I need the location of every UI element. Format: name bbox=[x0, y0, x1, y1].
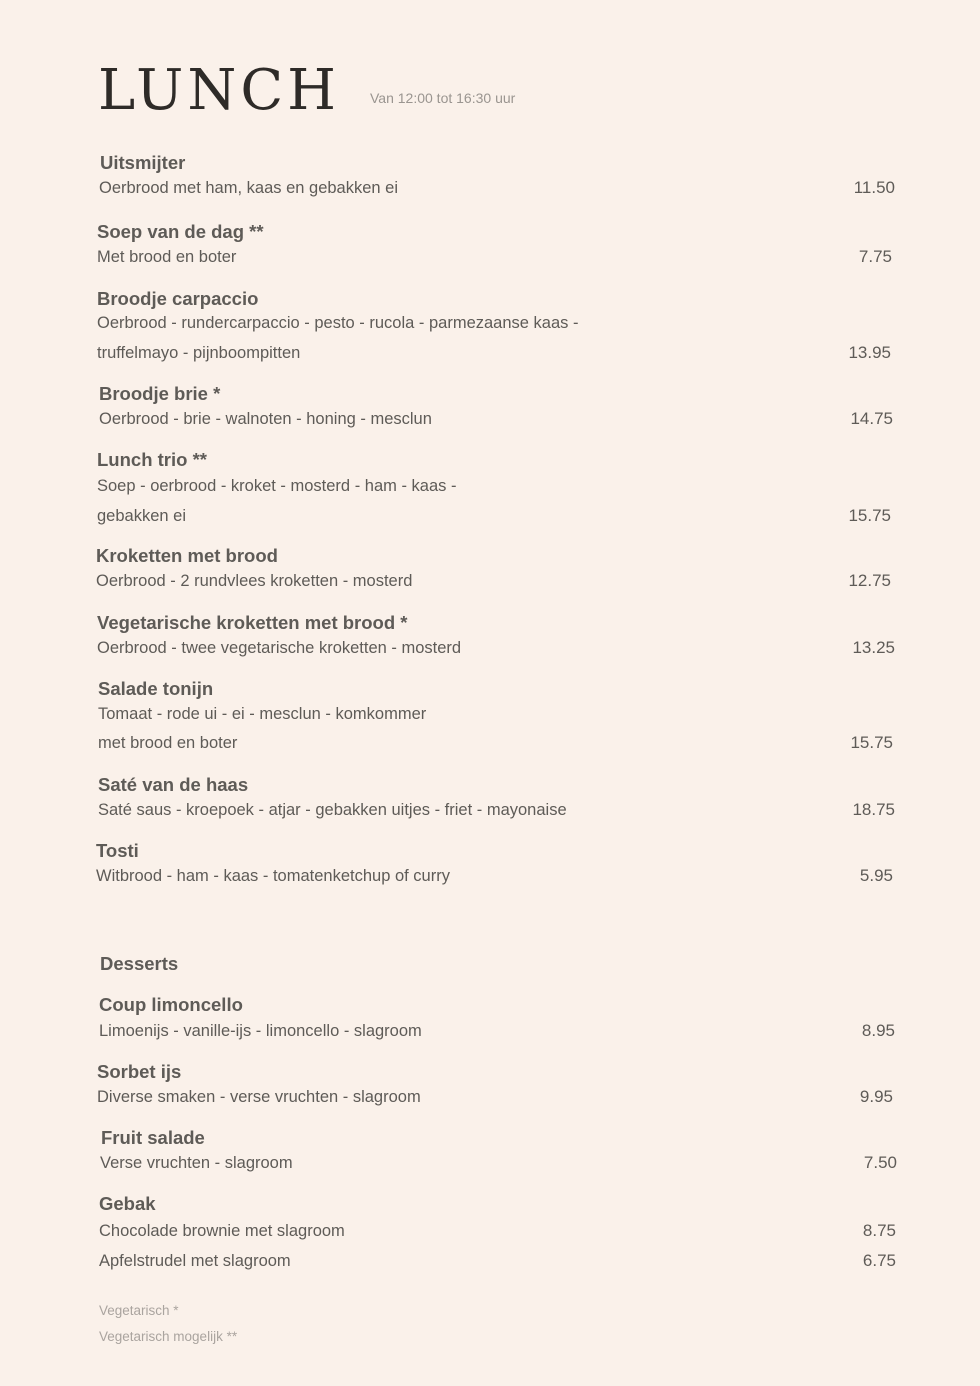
page-title: LUNCH bbox=[98, 58, 341, 123]
item-description: gebakken ei bbox=[97, 507, 186, 525]
footnote-vegetarian-possible: Vegetarisch mogelijk ** bbox=[99, 1329, 238, 1344]
item-price: 7.75 bbox=[858, 247, 892, 266]
item-description: Witbrood - ham - kaas - tomatenketchup of curry bbox=[96, 867, 450, 885]
item-name: Kroketten met brood bbox=[96, 545, 278, 566]
item-description: Limoenijs - vanille-ijs - limoncello - slagroom bbox=[99, 1022, 422, 1040]
item-description: Tomaat - rode ui - ei - mesclun - komkommer bbox=[98, 705, 427, 723]
item-name: Vegetarische kroketten met brood * bbox=[97, 612, 408, 633]
item-description: met brood en boter bbox=[98, 734, 238, 752]
item-description: Saté saus - kroepoek - atjar - gebakken uitjes - friet - mayonaise bbox=[98, 801, 567, 819]
item-name: Saté van de haas bbox=[98, 774, 249, 795]
item-name: Broodje carpaccio bbox=[97, 288, 259, 309]
item-description: Oerbrood - 2 rundvlees kroketten - mosterd bbox=[96, 572, 413, 590]
item-description: Chocolade brownie met slagroom bbox=[99, 1222, 345, 1240]
item-price: 6.75 bbox=[862, 1251, 896, 1270]
item-price: 13.25 bbox=[852, 638, 895, 657]
item-name: Soep van de dag ** bbox=[97, 221, 264, 242]
item-name: Coup limoncello bbox=[99, 994, 243, 1015]
item-price: 5.95 bbox=[859, 866, 893, 885]
item-description: Oerbrood met ham, kaas en gebakken ei bbox=[99, 179, 399, 197]
item-name: Lunch trio ** bbox=[97, 449, 207, 470]
item-price: 9.95 bbox=[859, 1087, 893, 1106]
item-description: Oerbrood - brie - walnoten - honing - mesclun bbox=[99, 410, 432, 428]
item-name: Uitsmijter bbox=[100, 152, 186, 173]
item-description: truffelmayo - pijnboompitten bbox=[97, 344, 301, 362]
item-description: Oerbrood - rundercarpaccio - pesto - rucola - parmezaanse kaas - bbox=[97, 314, 579, 332]
item-price: 8.75 bbox=[862, 1221, 896, 1240]
item-description: Soep - oerbrood - kroket - mosterd - ham - kaas - bbox=[97, 477, 457, 495]
item-price: 12.75 bbox=[848, 571, 891, 590]
item-price: 15.75 bbox=[850, 733, 893, 752]
item-price: 14.75 bbox=[850, 409, 893, 428]
item-name: Tosti bbox=[96, 840, 139, 861]
item-name: Salade tonijn bbox=[98, 678, 214, 699]
item-description: Verse vruchten - slagroom bbox=[100, 1154, 293, 1172]
desserts-heading: Desserts bbox=[100, 953, 179, 974]
item-name: Sorbet ijs bbox=[97, 1061, 182, 1082]
item-price: 11.50 bbox=[853, 178, 895, 197]
item-description: Apfelstrudel met slagroom bbox=[99, 1252, 291, 1270]
footnote-vegetarian: Vegetarisch * bbox=[99, 1303, 179, 1318]
item-description: Diverse smaken - verse vruchten - slagroom bbox=[97, 1088, 421, 1106]
item-price: 13.95 bbox=[848, 343, 891, 362]
opening-hours: Van 12:00 tot 16:30 uur bbox=[370, 90, 516, 106]
item-price: 7.50 bbox=[863, 1153, 897, 1172]
item-name: Fruit salade bbox=[101, 1127, 205, 1148]
item-price: 8.95 bbox=[861, 1021, 895, 1040]
item-name: Broodje brie * bbox=[99, 383, 221, 404]
item-price: 15.75 bbox=[848, 506, 891, 525]
item-name: Gebak bbox=[99, 1193, 156, 1214]
item-description: Oerbrood - twee vegetarische kroketten - mosterd bbox=[97, 639, 462, 657]
item-price: 18.75 bbox=[852, 800, 895, 819]
item-description: Met brood en boter bbox=[97, 248, 237, 266]
